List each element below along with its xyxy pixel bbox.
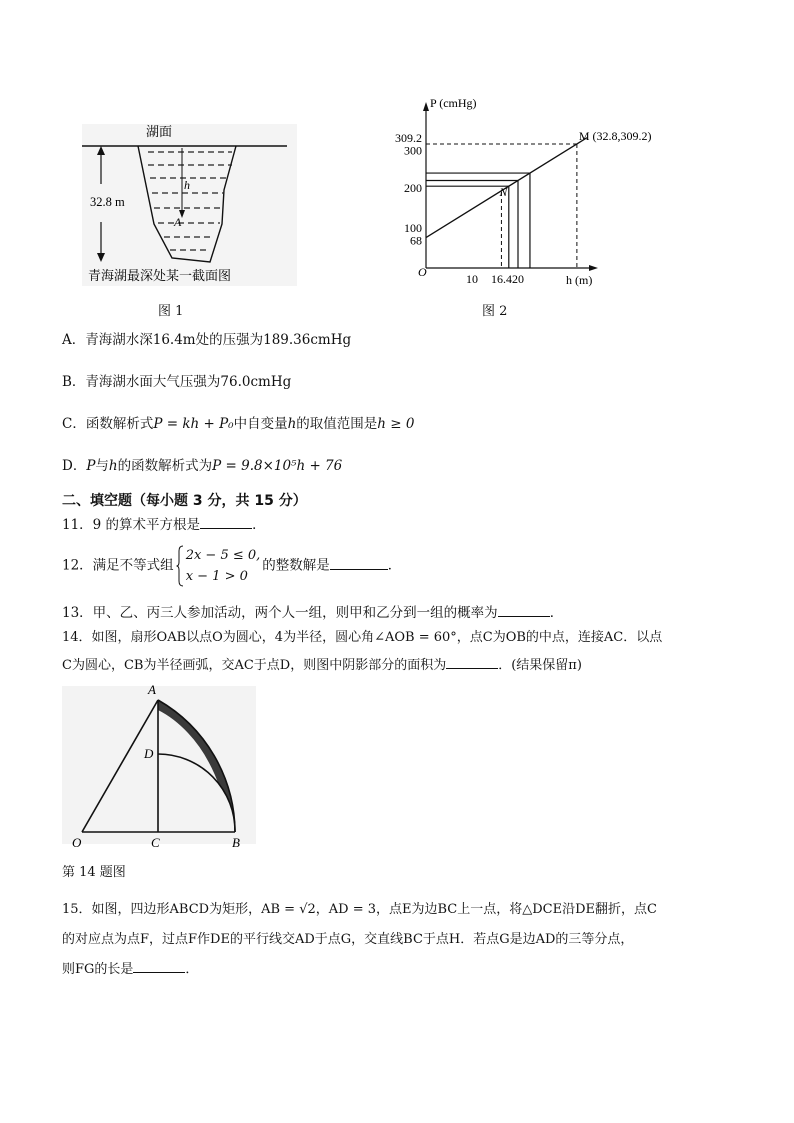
y-axis-label: P (cmHg) <box>430 96 477 110</box>
y-tick-label-0: 68 <box>410 233 422 248</box>
q11-answer-blank[interactable] <box>200 514 252 529</box>
question-11: 11．9 的算术平方根是 ． <box>62 514 266 535</box>
y-tick-label-1: 100 <box>404 220 422 235</box>
point-m-label: M (32.8,309.2) <box>578 129 652 143</box>
y-tick-label-4: 309.2 <box>395 131 422 145</box>
figure-1 <box>74 118 304 318</box>
question-15-line-1: 15．如图，四边形ABCD为矩形，AB = √2，AD = 3，点E为边BC上一点，将△DCE沿DE翻折，点C <box>62 902 657 917</box>
origin-label: O <box>418 265 427 279</box>
question-15-line-2: 的对应点为点F，过点F作DE的平行线交AD于点G，交直线BC于点H．若点G是边AD的三等分点， <box>62 932 634 947</box>
option-a[interactable]: A．青海湖水深16.4m处的压强为189.36cmHg <box>62 332 352 348</box>
label-b: B <box>232 835 240 850</box>
pressure-depth-chart <box>380 92 660 292</box>
option-b[interactable]: B．青海湖水面大气压强为76.0cmHg <box>62 374 292 390</box>
x-tick-label-1: 16.4 <box>490 272 512 286</box>
figure-1-caption: 图 1 <box>158 304 184 319</box>
label-c: C <box>151 835 160 850</box>
figure-q14-caption: 第 14 题图 <box>62 865 126 880</box>
sector-diagram <box>62 678 262 853</box>
x-tick-label-0: 10 <box>466 272 478 286</box>
q13-answer-blank[interactable] <box>498 602 550 617</box>
q14-answer-blank[interactable] <box>446 654 498 669</box>
y-tick-label-2: 200 <box>404 180 422 195</box>
x-axis-label: h (m) <box>566 273 593 287</box>
option-c[interactable]: C．函数解析式P = kh + P₀中自变量h的取值范围是h ≥ 0 <box>62 416 415 432</box>
question-13: 13．甲、乙、丙三人参加活动，两个人一组，则甲和乙分到一组的概率为 ． <box>62 602 563 623</box>
lake-cross-section-diagram <box>74 118 304 318</box>
question-15-line-3: 则FG的长是 ． <box>62 958 198 980</box>
x-tick-label-2: 20 <box>512 272 524 286</box>
section-2-title: 二、填空题（每小题 3 分，共 15 分） <box>62 493 307 509</box>
point-n-label: N <box>499 187 508 200</box>
question-14-line-2: C为圆心，CB为半径画弧，交AC于点D，则图中阴影部分的面积为 ．(结果保留π) <box>62 654 582 676</box>
option-d[interactable]: D．P与h的函数解析式为P = 9.8×10⁵h + 76 <box>62 458 343 474</box>
question-12: 12．满足不等式组 2x − 5 ≤ 0, x − 1 > 0的整数解是 ． <box>62 545 401 587</box>
figure-2-caption: 图 2 <box>482 304 508 319</box>
label-a: A <box>148 682 156 697</box>
depth-label: 32.8 m <box>90 195 125 209</box>
question-14-line-1: 14．如图，扇形OAB以点O为圆心，4为半径，圆心角∠AOB = 60°，点C为OB的中点，连接AC．以点 <box>62 630 663 645</box>
inequality-system: 2x − 5 ≤ 0, x − 1 > 0 <box>176 545 261 587</box>
h-label: h <box>184 178 190 192</box>
surface-label: 湖面 <box>146 124 173 139</box>
label-o: O <box>72 835 82 850</box>
label-d: D <box>144 746 154 761</box>
figure-2 <box>380 92 660 292</box>
q12-answer-blank[interactable] <box>330 555 388 570</box>
point-a-label: A <box>174 215 182 229</box>
y-tick-label-3: 300 <box>404 143 422 158</box>
brace-icon <box>176 545 184 587</box>
q15-answer-blank[interactable] <box>133 958 185 973</box>
figure-q14 <box>62 678 262 853</box>
cross-section-caption: 青海湖最深处某一截面图 <box>88 268 232 283</box>
